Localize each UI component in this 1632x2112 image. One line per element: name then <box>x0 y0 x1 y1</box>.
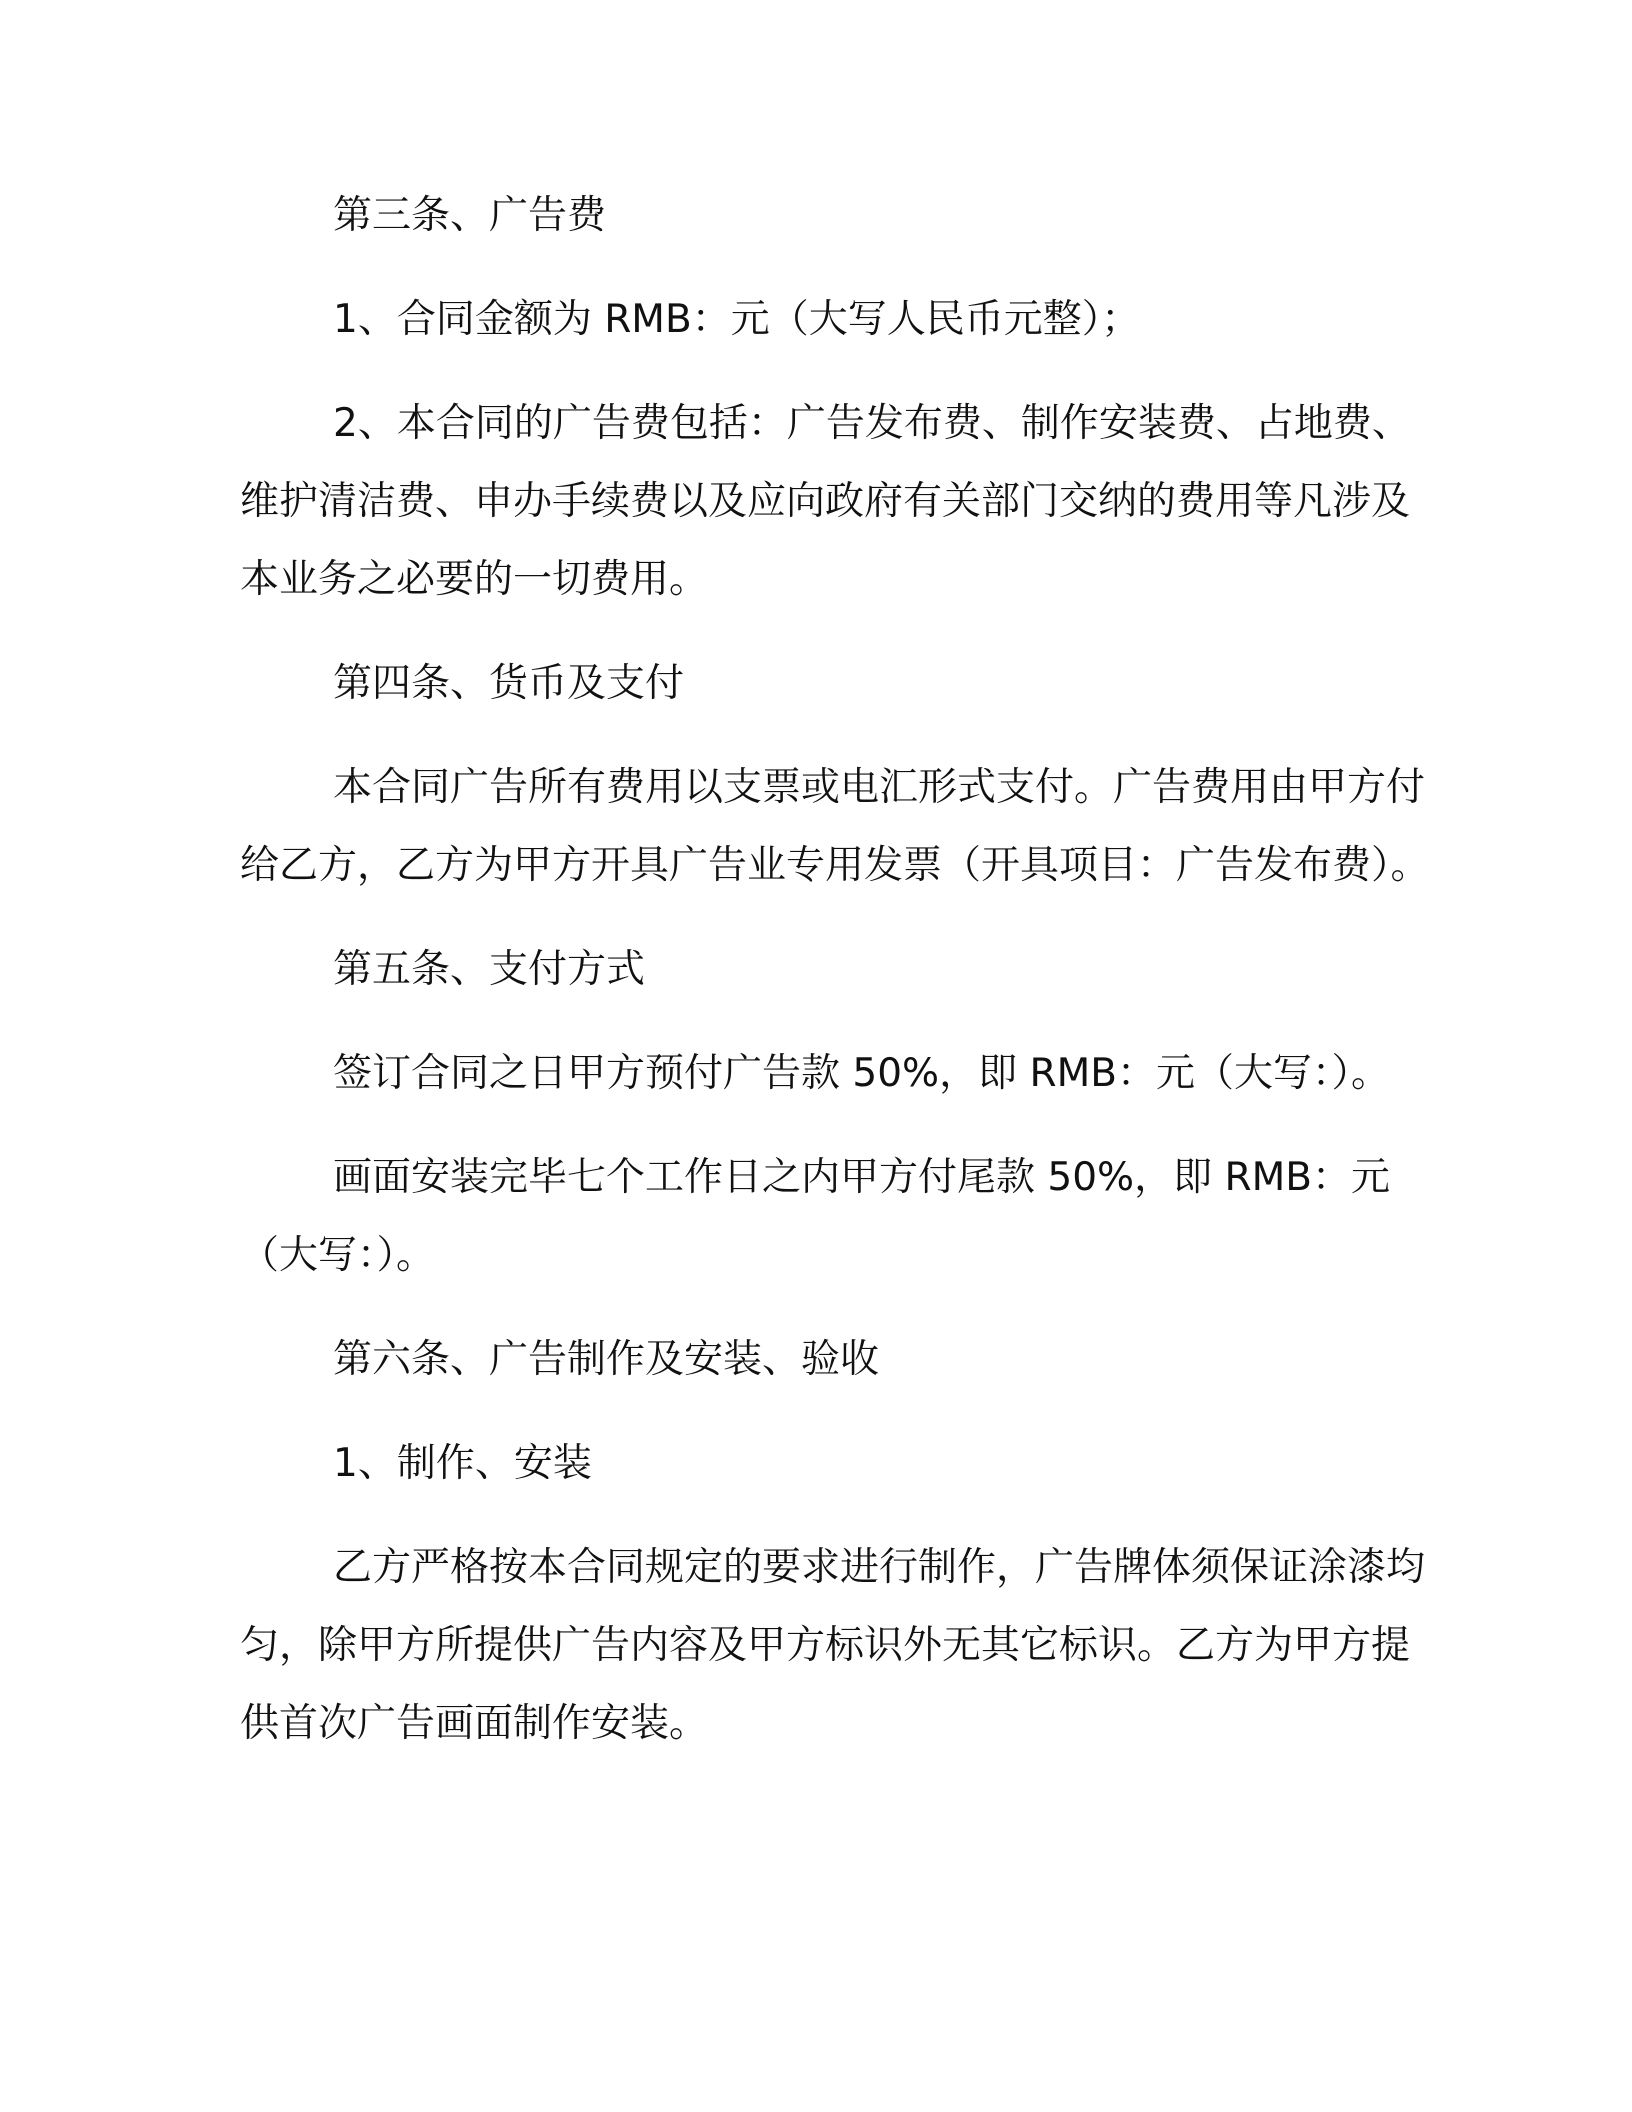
article-3-heading: 第三条、广告费 <box>333 193 607 238</box>
article-3-item-2-line-2: 维护清洁费、申办手续费以及应向政府有关部门交纳的费用等凡涉及 <box>240 479 1411 524</box>
article-6-text-line-3: 供首次广告画面制作安装。 <box>240 1701 709 1746</box>
article-5-final-payment-line-1: 画面安装完毕七个工作日之内甲方付尾款 50%，即 RMB：元 <box>333 1155 1390 1200</box>
article-5-final-payment-line-2: （大写：）。 <box>240 1233 436 1278</box>
article-4-text-line-2: 给乙方，乙方为甲方开具广告业专用发票（开具项目：广告发布费）。 <box>240 843 1430 888</box>
article-3-item-2-line-3: 本业务之必要的一切费用。 <box>240 557 709 602</box>
article-6-heading: 第六条、广告制作及安装、验收 <box>333 1337 880 1382</box>
article-5-heading: 第五条、支付方式 <box>333 947 646 992</box>
article-6-text-line-2: 匀，除甲方所提供广告内容及甲方标识外无其它标识。乙方为甲方提 <box>240 1623 1411 1668</box>
article-4-heading: 第四条、货币及支付 <box>333 661 685 706</box>
article-3-item-1: 1、合同金额为 RMB：元（大写人民币元整）； <box>333 297 1141 342</box>
article-6-subheading: 1、制作、安装 <box>333 1441 592 1486</box>
article-5-prepayment: 签订合同之日甲方预付广告款 50%，即 RMB：元（大写：）。 <box>333 1051 1390 1096</box>
article-3-item-2-line-1: 2、本合同的广告费包括：广告发布费、制作安装费、占地费、 <box>333 401 1411 446</box>
article-6-text-line-1: 乙方严格按本合同规定的要求进行制作，广告牌体须保证涂漆均 <box>333 1545 1426 1590</box>
article-4-text-line-1: 本合同广告所有费用以支票或电汇形式支付。广告费用由甲方付 <box>333 765 1426 810</box>
